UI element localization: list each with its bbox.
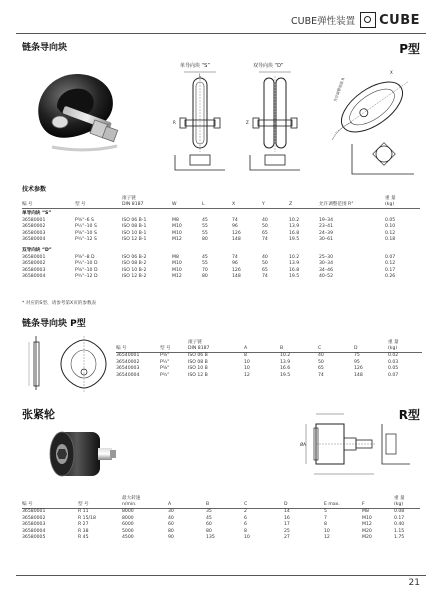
table-cell: 36580002 — [22, 224, 46, 230]
table-cell: 40–52 — [319, 274, 333, 280]
table-cell: 7 — [324, 515, 327, 521]
table-cell: ISO 08 B-2 — [122, 261, 147, 267]
table-cell: P¾"–12 D — [75, 274, 98, 280]
table-cell: 0.17 — [385, 267, 396, 273]
table-cell: 74 — [232, 254, 238, 260]
section1-type-label: P型 — [399, 42, 420, 56]
table-cell: 55 — [202, 224, 208, 230]
table-cell: 10.2 — [289, 254, 300, 260]
table-cell: 80 — [202, 274, 208, 280]
table-cell: 74 — [262, 237, 268, 243]
table-cell: P⅝"–10 D — [75, 267, 98, 273]
table-cell: M20 — [362, 528, 372, 534]
table-cell: 23–41 — [319, 224, 333, 230]
guide-profile-spec-table — [116, 340, 422, 379]
table-cell: M8 — [172, 217, 179, 223]
table-cell: 96 — [232, 224, 238, 230]
column-header: X — [232, 196, 262, 209]
cube-logo-icon — [360, 12, 376, 28]
table-cell: 13.9 — [280, 359, 291, 365]
table-cell: 6000 — [122, 522, 134, 528]
table-cell: 36580004 — [22, 528, 46, 534]
column-header: 滚子链 DIN 8187 — [188, 340, 244, 353]
table-cell: M8 — [172, 254, 179, 260]
table-cell: ISO 08 B-1 — [122, 224, 147, 230]
table-cell: 126 — [232, 230, 241, 236]
column-header: F — [362, 496, 394, 509]
table-cell: P½" — [160, 359, 170, 365]
table-cell: 16.6 — [280, 366, 291, 372]
table-cell: 36580004 — [22, 237, 46, 243]
column-header: E max. — [324, 496, 362, 509]
table-cell: 10.2 — [289, 217, 300, 223]
table-cell: 45 — [202, 217, 208, 223]
table-cell: 8000 — [122, 509, 134, 514]
table-row — [116, 353, 422, 360]
chain-guide-photo — [22, 62, 132, 162]
column-header: A — [168, 496, 206, 509]
table-cell: 1.75 — [394, 535, 405, 541]
table-row — [22, 509, 420, 516]
table-cell: 36540001 — [116, 353, 140, 358]
table-cell: ISO 06 B-1 — [122, 217, 147, 223]
table-cell: 65 — [318, 366, 324, 372]
table-cell: 40 — [168, 515, 174, 521]
table-cell: 19.5 — [289, 274, 300, 280]
section2-title: 链条导向块 P型 — [22, 319, 86, 329]
table-cell: 8000 — [122, 515, 134, 521]
table-cell: 16 — [284, 515, 290, 521]
table-cell: R 15/18 — [78, 515, 96, 521]
column-header: A — [244, 340, 280, 353]
tech-params-title: 技术参数 — [22, 186, 47, 193]
svg-text:Z: Z — [246, 120, 249, 125]
table-cell: 5 — [324, 509, 327, 514]
table-cell: P½"–10 S — [75, 224, 97, 230]
table-cell: P⅝"–10 S — [75, 230, 97, 236]
table-cell: 148 — [232, 237, 241, 243]
column-header: L — [202, 196, 232, 209]
column-header: 允许调整范围 R° — [319, 196, 385, 209]
table-cell: ISO 12 B-2 — [122, 274, 147, 280]
table-cell: 17 — [284, 522, 290, 528]
table-cell: 45 — [206, 515, 212, 521]
column-header: 重 量 (kg) — [394, 496, 420, 509]
tension-roller-photo — [40, 420, 120, 492]
table-cell: M12 — [362, 522, 372, 528]
table-note: * 对应的S型、请参考第X页的参数表 — [22, 301, 97, 306]
table-row — [22, 535, 420, 542]
chain-guide-spec-table — [22, 196, 420, 281]
table-row — [22, 237, 420, 244]
table-cell: 8 — [244, 528, 247, 534]
column-header: Y — [262, 196, 289, 209]
table-cell: 14 — [284, 509, 290, 514]
single-guide-diagram — [170, 60, 230, 175]
table-cell: 50 — [262, 224, 268, 230]
column-header: 重 量 (kg) — [385, 196, 420, 209]
svg-text:L: L — [199, 73, 202, 78]
column-header: 重 量 (kg) — [388, 340, 422, 353]
brand-logo-word: CUBE — [379, 12, 420, 28]
header-divider — [16, 33, 426, 34]
table-cell: 80 — [202, 237, 208, 243]
table-cell: 12 — [324, 535, 330, 541]
table-cell: 13.9 — [289, 224, 300, 230]
section3-type-label: R型 — [398, 408, 420, 422]
table-cell: P½"–10 D — [75, 261, 98, 267]
column-header: 滚子链 DIN 8187 — [122, 196, 172, 209]
table-cell: 5000 — [122, 528, 134, 534]
table-cell: 25 — [284, 528, 290, 534]
table-cell: M8 — [362, 509, 369, 514]
table-cell: M20 — [362, 535, 372, 541]
table-cell: 0.07 — [385, 254, 396, 260]
table-cell: 60 — [168, 522, 174, 528]
label-double: 双导向块 “D” — [253, 63, 284, 69]
table-cell: 36580002 — [22, 515, 46, 521]
table-cell: 80 — [206, 528, 212, 534]
table-cell: P⅜"–8 D — [75, 254, 95, 260]
table-cell: 75 — [354, 353, 360, 358]
table-cell: 74 — [232, 217, 238, 223]
table-cell: 95 — [354, 359, 360, 365]
table-group-row — [22, 209, 420, 218]
table-cell: 10 — [324, 528, 330, 534]
section3-title: 张紧轮 — [22, 408, 55, 421]
table-cell: 0.12 — [385, 230, 396, 236]
table-cell: 50 — [318, 359, 324, 365]
table-cell: 90 — [168, 535, 174, 541]
table-cell: 50 — [262, 261, 268, 267]
table-cell: 8 — [244, 353, 247, 358]
column-header: B — [206, 496, 244, 509]
table-cell: 27 — [284, 535, 290, 541]
table-cell: 0.12 — [385, 261, 396, 267]
table-cell: ISO 06 B-2 — [122, 254, 147, 260]
brand-text: CUBE弹性装置 — [291, 16, 356, 27]
table-cell: ISO 10 B — [188, 366, 208, 372]
table-cell: 10 — [244, 366, 250, 372]
column-header: Z — [289, 196, 319, 209]
table-cell: 13.9 — [289, 261, 300, 267]
table-cell: 55 — [202, 230, 208, 236]
column-header: B — [280, 340, 318, 353]
column-header: D — [354, 340, 388, 353]
table-cell: 45 — [202, 254, 208, 260]
table-cell: 36540002 — [116, 359, 140, 365]
column-header: 最大转速 n/min. — [122, 496, 168, 509]
table-row — [22, 274, 420, 281]
table-cell: 2 — [244, 509, 247, 514]
table-cell: 126 — [232, 267, 241, 273]
column-header: W — [172, 196, 202, 209]
column-header: 编 号 — [22, 496, 78, 509]
table-row — [116, 366, 422, 373]
table-cell: 0.26 — [385, 274, 396, 280]
table-cell: M12 — [172, 274, 182, 280]
column-header: C — [244, 496, 284, 509]
table-cell: 126 — [354, 366, 363, 372]
guide-profile-diagram — [26, 332, 114, 394]
table-cell: 16.8 — [289, 267, 300, 273]
table-cell: 10.2 — [280, 353, 291, 358]
table-cell: 0.08 — [394, 509, 405, 514]
svg-text:允许调整范围 R: 允许调整范围 R — [333, 77, 346, 103]
table-cell: R 27 — [78, 522, 89, 528]
table-cell: 0.02 — [388, 353, 399, 358]
table-cell: M10 — [172, 261, 182, 267]
table-cell: 36580003 — [22, 522, 46, 528]
table-cell: 8 — [324, 522, 327, 528]
table-cell: 30–34 — [319, 261, 333, 267]
svg-text:X: X — [390, 70, 393, 75]
table-cell: 148 — [232, 274, 241, 280]
table-cell: R 11 — [78, 509, 89, 514]
table-cell: 70 — [202, 267, 208, 273]
table-cell: 10 — [244, 359, 250, 365]
table-cell: M10 — [172, 224, 182, 230]
svg-text:ØA: ØA — [300, 442, 306, 447]
table-cell: 12 — [244, 372, 250, 378]
table-cell: 0.03 — [388, 359, 399, 365]
column-header: 型 号 — [78, 496, 122, 509]
table-cell: P⅜"–6 S — [75, 217, 94, 223]
table-cell: 65 — [262, 267, 268, 273]
table-cell: ISO 10 B-1 — [122, 230, 147, 236]
tension-roller-diagram — [286, 410, 416, 488]
table-cell: 60 — [206, 522, 212, 528]
tension-roller-spec-table — [22, 496, 420, 542]
table-cell: R 38 — [78, 528, 89, 534]
table-row — [22, 261, 420, 268]
svg-text:R: R — [173, 120, 176, 125]
table-cell: 0.10 — [385, 224, 396, 230]
table-cell: 0.40 — [394, 522, 405, 528]
group-label: 双导向块 “D” — [22, 247, 52, 253]
table-cell: P¾"–12 S — [75, 237, 97, 243]
table-cell: 40 — [262, 217, 268, 223]
table-cell: 25–30 — [319, 254, 333, 260]
table-cell: 10 — [244, 535, 250, 541]
table-cell: 36580002 — [22, 261, 46, 267]
table-cell: P⅝" — [160, 366, 170, 372]
table-cell: 80 — [168, 528, 174, 534]
table-cell: 74 — [262, 274, 268, 280]
table-cell: 35 — [206, 509, 212, 514]
column-header: 型 号 — [160, 340, 188, 353]
table-cell: 74 — [318, 372, 324, 378]
table-cell: ISO 10 B-2 — [122, 267, 147, 273]
table-cell: M12 — [172, 237, 182, 243]
angled-guide-diagram — [322, 62, 422, 180]
table-cell: 36580005 — [22, 535, 46, 541]
footer-divider — [16, 575, 426, 576]
table-cell: 40 — [318, 353, 324, 358]
table-cell: 36580001 — [22, 509, 46, 514]
table-cell: 24–39 — [319, 230, 333, 236]
table-cell: 36580003 — [22, 267, 46, 273]
table-cell: 19.5 — [289, 237, 300, 243]
table-cell: ISO 06 B — [188, 353, 208, 358]
page-number: 21 — [408, 578, 420, 588]
table-cell: 36580001 — [22, 217, 46, 223]
table-cell: 30–61 — [319, 237, 333, 243]
table-cell: 0.05 — [388, 366, 399, 372]
group-label: 单导向块 “S” — [22, 211, 52, 216]
table-group-row — [22, 244, 420, 255]
table-cell: 19–34 — [319, 217, 333, 223]
table-cell: M10 — [362, 515, 372, 521]
table-cell: 34–46 — [319, 267, 333, 273]
label-single: 单导向块 “S” — [180, 63, 210, 69]
brand-header — [291, 12, 420, 28]
column-header: 编 号 — [116, 340, 160, 353]
table-cell: 4500 — [122, 535, 134, 541]
section1-title: 链条导向块 — [22, 43, 68, 53]
table-cell: M10 — [172, 230, 182, 236]
table-cell: 65 — [262, 230, 268, 236]
table-cell: M10 — [172, 267, 182, 273]
table-cell: 36580004 — [22, 274, 46, 280]
table-cell: P¾" — [160, 372, 170, 378]
table-cell: ISO 12 B — [188, 372, 208, 378]
table-cell: 36540004 — [116, 372, 140, 378]
table-cell: 19.5 — [280, 372, 291, 378]
column-header: 编 号 — [22, 196, 75, 209]
table-cell: 16.8 — [289, 230, 300, 236]
double-guide-diagram — [245, 60, 305, 175]
table-cell: 96 — [232, 261, 238, 267]
column-header: 型 号 — [75, 196, 122, 209]
table-cell: ISO 08 B — [188, 359, 208, 365]
table-cell: 36580003 — [22, 230, 46, 236]
table-cell: 0.05 — [385, 217, 396, 223]
table-cell: 36580001 — [22, 254, 46, 260]
table-row — [22, 224, 420, 231]
table-cell: ISO 12 B-1 — [122, 237, 147, 243]
column-header: C — [318, 340, 354, 353]
table-cell: 55 — [202, 261, 208, 267]
table-cell: 6 — [244, 515, 247, 521]
table-row — [22, 522, 420, 529]
table-cell: 1.15 — [394, 528, 405, 534]
table-cell: 135 — [206, 535, 215, 541]
table-cell: 0.17 — [394, 515, 405, 521]
table-cell: 40 — [262, 254, 268, 260]
table-cell: 148 — [354, 372, 363, 378]
column-header: D — [284, 496, 324, 509]
table-cell: 36540003 — [116, 366, 140, 372]
table-cell: 0.07 — [388, 372, 399, 378]
table-cell: 0.18 — [385, 237, 396, 243]
table-cell: 6 — [244, 522, 247, 528]
table-cell: 30 — [168, 509, 174, 514]
table-row — [116, 373, 422, 380]
table-cell: R 45 — [78, 535, 89, 541]
table-cell: P⅜" — [160, 353, 170, 358]
